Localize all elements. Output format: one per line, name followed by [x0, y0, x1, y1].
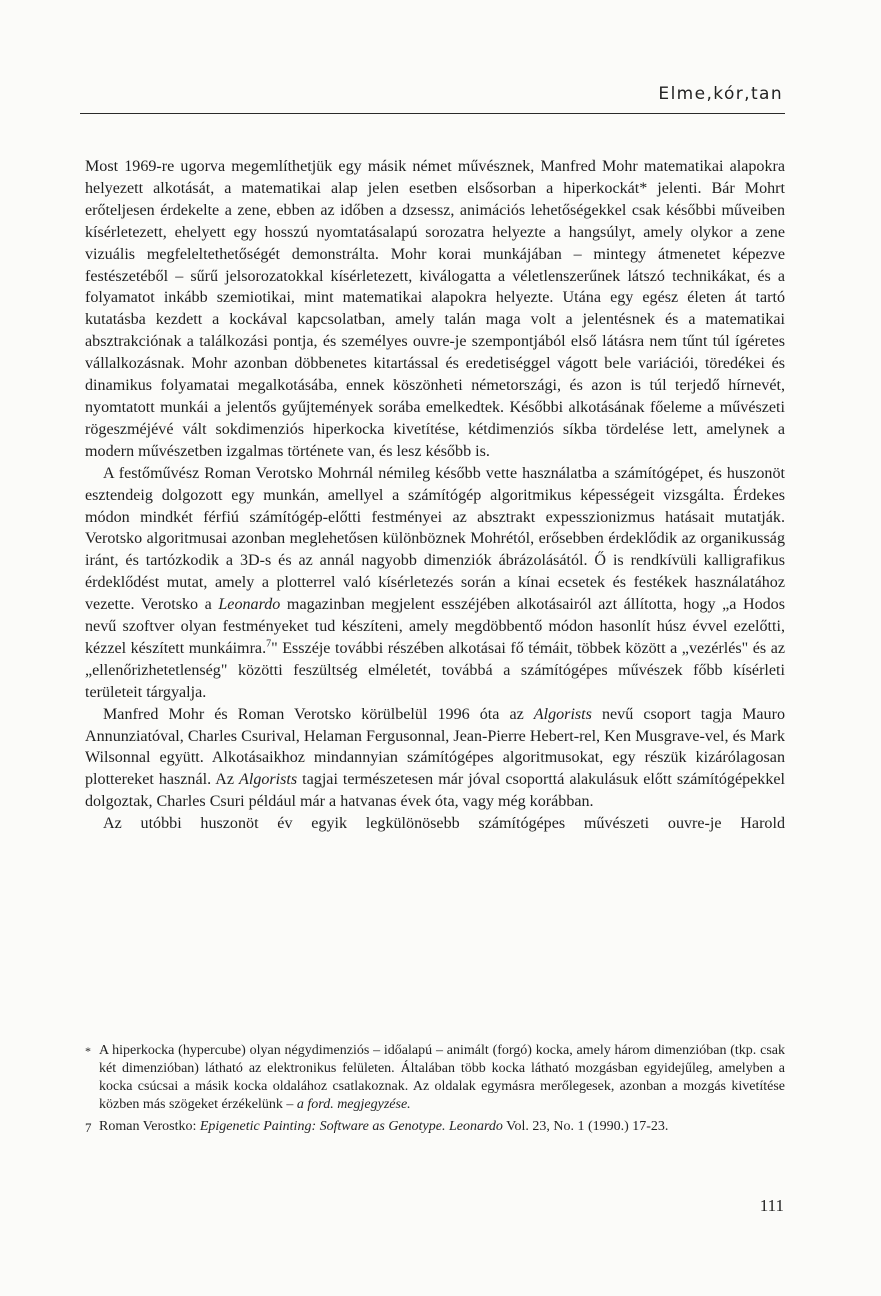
- header-rule: [80, 113, 785, 114]
- footnote-7-title: Epigenetic Painting: Software as Genotype. Leonardo: [199, 1119, 503, 1134]
- footnote-7: [85, 1118, 785, 1136]
- paragraph-3-text-c: tagjai természetesen már jóval csoporttá alakulásuk előtt számítógépekkel dolgoztak, Charles Csuri például már a hatvanas évek óta, vagy még korábban.: [85, 771, 786, 811]
- footnote-asterisk: *: [85, 1044, 91, 1058]
- footnote-hypercube-text: A hiperkocka (hypercube) olyan négydimenziós – időalapú – animált (forgó) kocka, amely három dimenzióban (tkp. csak két dimenzióban) látható az elektronikus felületen. Általában több kocka látható mozgásban egyidejűleg, amelyben a kocka csúcsai a másik kocka oldalához csatlakoznak. Az oldalak egymásra merőlegesek, azonban a mozgás kivetítése közben más szögeket érzékelünk –: [99, 1043, 785, 1112]
- paragraph-2-text-c: " Esszéje további részében alkotásai fő témáit, többek között a „vezérlés" és az „ellenőrizhetetlenség" közötti feszültség elméletét, továbbá a számítógépes művészek főbb kísérleti területeit tárgyalja.: [85, 639, 785, 701]
- footnotes: [85, 1042, 785, 1140]
- paragraph-3-text-b: nevű csoport tagja Mauro Annunziatóval, Charles Csurival, Helaman Fergusonnal, Jean-Pierre Hebert-rel, Ken Musgrave-vel, és Mark Wilsonnal együtt. Alkotásaikhoz mindannyian számítógépes algoritmusokat, egy részük kizárólagosan plottereket használ. Az: [85, 705, 785, 789]
- paragraph-3-text-a: Manfred Mohr és Roman Verotsko körülbelül 1996 óta az: [103, 705, 534, 723]
- footnote-number-7: 7: [85, 1120, 92, 1135]
- paragraph-4: [85, 813, 785, 835]
- group-name-2: Algorists: [239, 771, 298, 789]
- main-text: [85, 156, 785, 835]
- paragraph-1: [85, 156, 785, 463]
- footnote-7-author: Roman Verostko:: [99, 1119, 200, 1134]
- footnote-7-rest: Vol. 23, No. 1 (1990.) 17-23.: [502, 1119, 669, 1134]
- page-number: 111: [759, 1196, 784, 1215]
- running-title: Elme,kór,tan: [658, 84, 783, 104]
- paragraph-3: [85, 704, 785, 814]
- footnote-hypercube: [85, 1042, 785, 1114]
- paragraph-1-text: Most 1969-re ugorva megemlíthetjük egy másik német művésznek, Manfred Mohr matematikai alapokra helyezett alkotását, a matematikai alap jelen esetben elsősorban a hiperkockát* jelenti. Bár Mohrt erőteljesen érdekelte a zene, ebben az időben a dzsessz, animációs lehetőségekkel csak későbbi műveiben kísérletezett, ehelyett egy hosszú nyomtatásalapú sorozatra helyezte a hangsúlyt, amely olykor a zene vizuális megfeleltethetőségét demonstrálta. Mohr korai munkájában – mintegy átmenetet képezve festészetéből – sűrű jelsorozatokkal kísérletezett, kiválogatta a véletlenszerűnek látszó technikákat, és a folyamatot inkább szemiotikai, mint matematikai alapokra helyezte. Utána egy egész életen át tartó kutatásba kezdett a kockával kapcsolatban, amely talán maga volt a jelentésnek és a matematikai absztrakciónak a találkozási pontja, és személyes ouvre-je szempontjából első látásra nem tűnt túl ígéretes vállalkozásnak. Mohr azonban döbbenetes kitartással és eredetiséggel vágott bele variációi, töredékei és dinamikus folyamatai megalkotásába, ennek köszönheti németországi, és azon is túl terjedő hírnevét, nyomtatott munkái a jelentős gyűjtemények sorába emelkedtek. Későbbi alkotásának főeleme a művészeti rögeszméjévé vált sokdimenziós hiperkocka kivetítése, kétdimenziós síkba tördelése lett, amelynek a modern művészetben izgalmas története van, és lesz később is.: [85, 158, 785, 460]
- paragraph-4-text: Az utóbbi huszonöt év egyik legkülönösebb számítógépes művészeti ouvre-je Harold: [103, 815, 785, 833]
- journal-name: Leonardo: [218, 596, 281, 614]
- paragraph-2-text-b: magazinban megjelent esszéjében alkotásairól azt állította, hogy „a Hodos nevű szoftver olyan festményeket tud készíteni, amely megdöbbentő módon hasonlít húsz évvel ezelőtti, kézzel készített munkáimra.: [85, 596, 785, 657]
- translator-note: a ford. megjegyzése.: [296, 1097, 411, 1112]
- paragraph-2: [85, 463, 785, 704]
- paragraph-2-text-a: A festőművész Roman Verotsko Mohrnál némileg később vette használatba a számítógépet, és huszonöt esztendeig dolgozott egy munkán, amellyel a számítógép algoritmikus képességeit vizsgálta. Érdekes módon mindkét férfiú számítógép-előtti festményei az absztrakt expesszionizmus hatásait mutatják. Verotsko algoritmusai azonban meglehetősen különböznek Mohrétól, erősebben érdeklődik az organikusság iránt, és tartózkodik a 3D-s és az annál nagyobb dimenziók ábrázolásától. Ő is rendkívüli kalligrafikus érdeklődést mutat, amely a plotterrel való kísérletezés során a kínai ecsetek és festékek használatához vezette. Verotsko a: [85, 464, 785, 614]
- group-name: Algorists: [533, 705, 592, 723]
- footnote-ref-7: 7: [266, 638, 272, 650]
